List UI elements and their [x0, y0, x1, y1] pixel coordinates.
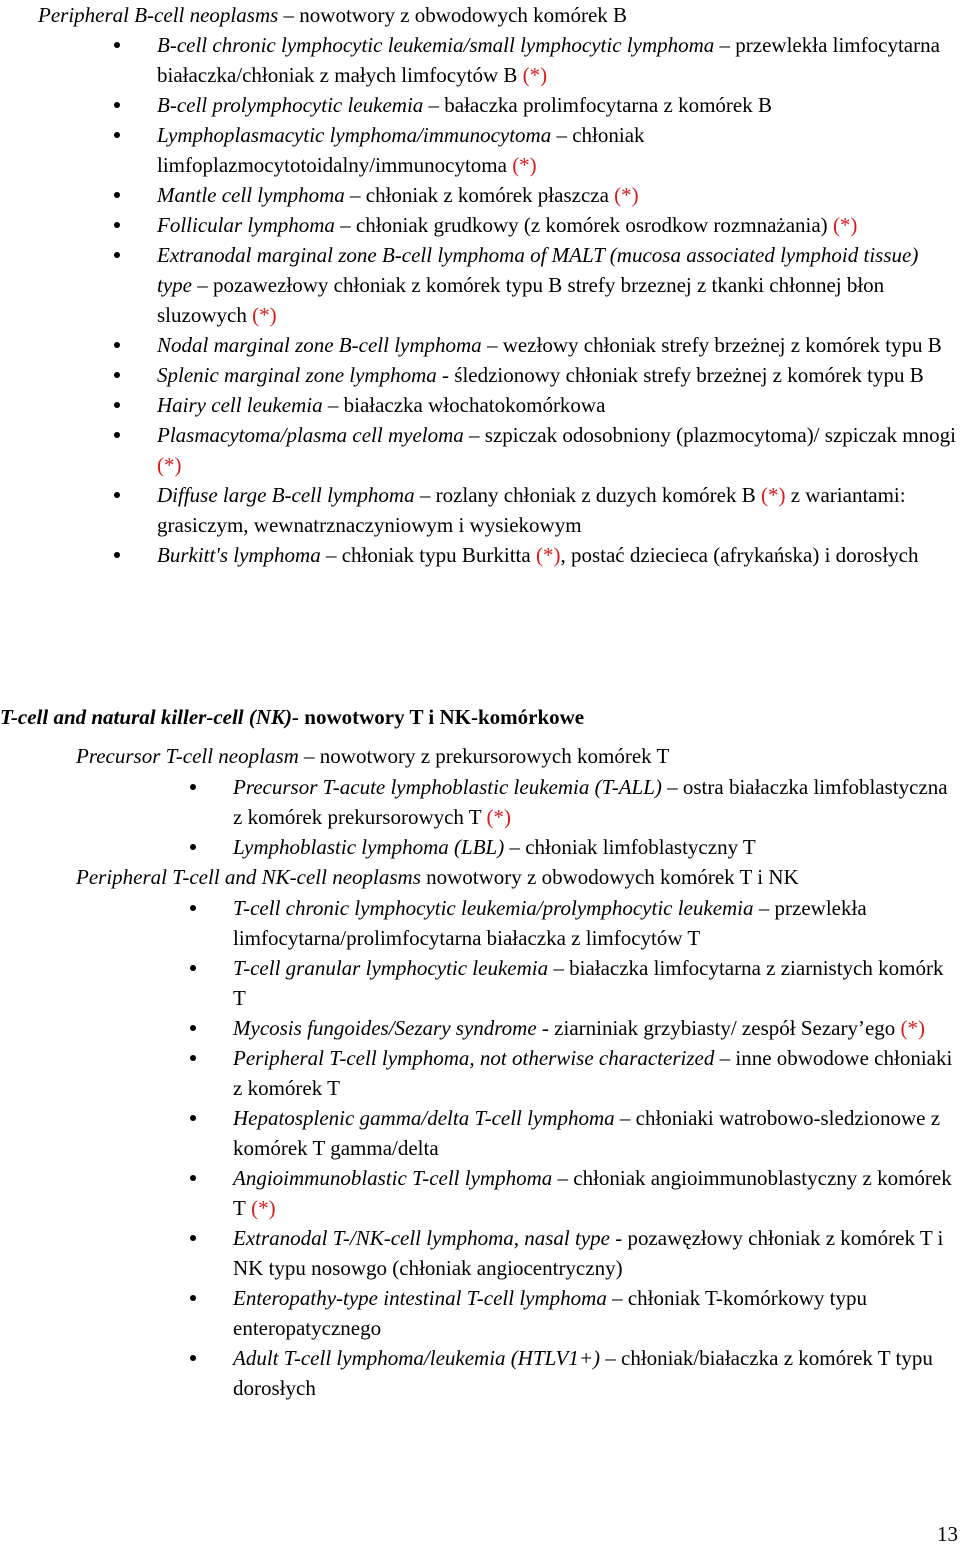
- item-translation: – inne obwodowe chłoniaki z komórek T: [233, 1046, 953, 1100]
- list-item: [157, 360, 957, 390]
- list-item: [233, 893, 958, 953]
- item-translation: - ziarniniak grzybiasty/ zespół Sezary’ego: [536, 1016, 896, 1040]
- list-item: [233, 832, 958, 862]
- item-translation: przewlekła limfocytarna białaczka/chłoniak z małych limfocytów B: [157, 33, 940, 87]
- item-tail: , postać dziecieca (afrykańska) i dorosłych: [560, 543, 919, 567]
- item-term: Hepatosplenic gamma/delta T-cell lymphoma: [233, 1106, 615, 1130]
- item-translation: – chłoniak grudkowy (z komórek osrodkow rozmnażania): [334, 213, 828, 237]
- list-item: [233, 1163, 958, 1223]
- item-term: T-cell granular lymphocytic leukemia: [233, 956, 549, 980]
- list-peripheral-b: [157, 30, 957, 570]
- heading-bold-italic: T-cell and natural killer-cell (NK)-: [0, 705, 300, 729]
- item-translation: – pozawezłowy chłoniak z komórek typu B strefy brzeznej z tkanki chłonnej błon sluzowych: [157, 273, 885, 327]
- item-translation: – szpiczak odosobniony (plazmocytoma)/ szpiczak mnogi: [463, 423, 956, 447]
- list-item: [233, 1103, 958, 1163]
- heading-italic: Peripheral B-cell neoplasms: [38, 3, 279, 27]
- item-term: Mantle cell lymphoma: [157, 183, 345, 207]
- item-term: Plasmacytoma/plasma cell myeloma: [157, 423, 464, 447]
- heading-text: nowotwory z obwodowych komórek T i NK: [420, 865, 799, 889]
- item-term: T-cell chronic lymphocytic leukemia/prolymphocytic leukemia: [233, 896, 754, 920]
- item-translation: – bałaczka prolimfocytarna z komórek B: [423, 93, 772, 117]
- item-translation: – chłoniak T-komórkowy typu enteropatycznego: [233, 1286, 867, 1340]
- item-term: Hairy cell leukemia: [157, 393, 323, 417]
- item-translation: – rozlany chłoniak z duzych komórek B: [414, 483, 756, 507]
- item-term: B-cell prolymphocytic leukemia: [157, 93, 424, 117]
- item-translation: – chłoniak z komórek płaszcza: [344, 183, 609, 207]
- item-term: Lymphoplasmacytic lymphoma/immunocytoma: [157, 123, 552, 147]
- list-item: [157, 210, 957, 240]
- item-term: Nodal marginal zone B-cell lymphoma: [157, 333, 482, 357]
- list-peripheral-t: [233, 893, 958, 1403]
- item-term: Angioimmunoblastic T-cell lymphoma: [233, 1166, 553, 1190]
- item-term: Follicular lymphoma: [157, 213, 335, 237]
- item-term: Lymphoblastic lymphoma (LBL): [233, 835, 505, 859]
- list-item: [157, 480, 957, 540]
- list-item: [157, 120, 957, 180]
- list-item: [157, 30, 957, 90]
- asterisk-marker: (*): [506, 153, 537, 177]
- item-term: Peripheral T-cell lymphoma, not otherwise characterized: [233, 1046, 715, 1070]
- item-term: Splenic marginal zone lymphoma: [157, 363, 437, 387]
- asterisk-marker: (*): [895, 1016, 926, 1040]
- list-item: [157, 330, 957, 360]
- list-item: [157, 540, 957, 570]
- heading-bold: nowotwory T i NK-komórkowe: [299, 705, 585, 729]
- item-tail: z wariantami: grasiczym, wewnatrznaczyniowym i wysiekowym: [157, 483, 906, 537]
- asterisk-marker: (*): [827, 213, 858, 237]
- list-item: [233, 772, 958, 832]
- list-item: [157, 240, 957, 330]
- list-item: [157, 390, 957, 420]
- asterisk-marker: (*): [245, 1196, 276, 1220]
- item-term: Precursor T-acute lymphoblastic leukemia (T-ALL): [233, 775, 662, 799]
- item-term: Extranodal marginal zone B-cell lymphoma of MALT (mucosa associated lymphoid tissue) type: [157, 243, 919, 297]
- item-translation: – wezłowy chłoniak strefy brzeżnej z komórek typu B: [481, 333, 942, 357]
- list-item: [233, 1043, 958, 1103]
- asterisk-marker: (*): [157, 453, 182, 477]
- item-translation: - pozawęzłowy chłoniak z komórek T i NK typu nosowgo (chłoniak angiocentryczny): [233, 1226, 944, 1280]
- item-term: Mycosis fungoides/Sezary syndrome: [233, 1016, 537, 1040]
- item-term: Burkitt's lymphoma: [157, 543, 321, 567]
- page-number: 13: [937, 1522, 958, 1546]
- item-translation: – chłoniak typu Burkitta: [320, 543, 531, 567]
- item-term: Diffuse large B-cell lymphoma: [157, 483, 415, 507]
- section-heading-t-nk: [0, 702, 584, 732]
- asterisk-marker: (*): [246, 303, 277, 327]
- item-translation: – chłoniak limfoplazmocytotoidalny/immunocytoma: [157, 123, 645, 177]
- list-item: [157, 420, 957, 480]
- item-translation: – chłoniaki watrobowo-sledzionowe z komórek T gamma/delta: [233, 1106, 941, 1160]
- list-item: [233, 1283, 958, 1343]
- asterisk-marker: (*): [481, 805, 511, 829]
- list-item: [157, 90, 957, 120]
- list-item: [233, 1343, 958, 1403]
- list-item: [233, 1013, 958, 1043]
- item-term: Adult T-cell lymphoma/leukemia (HTLV1+): [233, 1346, 601, 1370]
- section-heading-peripheral-b: [38, 0, 627, 30]
- item-translation: – chłoniak/białaczka z komórek T typu dorosłych: [233, 1346, 933, 1400]
- heading-text: – nowotwory z obwodowych komórek B: [278, 3, 628, 27]
- item-translation: - śledzionowy chłoniak strefy brzeżnej z komórek typu B: [436, 363, 924, 387]
- asterisk-marker: (*): [517, 63, 548, 87]
- item-translation: – chłoniak limfoblastyczny T: [504, 835, 756, 859]
- item-translation: – chłoniak angioimmunoblastyczny z komórek T: [233, 1166, 952, 1220]
- heading-italic: Peripheral T-cell and NK-cell neoplasms: [76, 865, 421, 889]
- heading-italic: Precursor T-cell neoplasm: [76, 744, 299, 768]
- item-term: Enteropathy-type intestinal T-cell lymphoma: [233, 1286, 607, 1310]
- heading-text: – nowotwory z prekursorowych komórek T: [298, 744, 670, 768]
- item-translation: – białaczka limfocytarna z ziarnistych komórk T: [233, 956, 944, 1010]
- item-translation: – białaczka włochatokomórkowa: [322, 393, 606, 417]
- item-translation: – ostra białaczka limfoblastyczna z komórek prekursorowych T: [233, 775, 948, 829]
- section-heading-precursor-t: [76, 741, 669, 771]
- list-item: [233, 1223, 958, 1283]
- item-term: B-cell chronic lymphocytic leukemia/small lymphocytic lymphoma –: [157, 33, 731, 57]
- list-item: [233, 953, 958, 1013]
- list-precursor-t: [233, 772, 958, 862]
- asterisk-marker: (*): [608, 183, 639, 207]
- item-term: Extranodal T-/NK-cell lymphoma, nasal type: [233, 1226, 610, 1250]
- item-translation: – przewlekła limfocytarna/prolimfocytarna białaczka z limfocytów T: [233, 896, 867, 950]
- list-item: [157, 180, 957, 210]
- section-heading-peripheral-t: [76, 862, 799, 892]
- asterisk-marker: (*): [755, 483, 786, 507]
- asterisk-marker: (*): [530, 543, 561, 567]
